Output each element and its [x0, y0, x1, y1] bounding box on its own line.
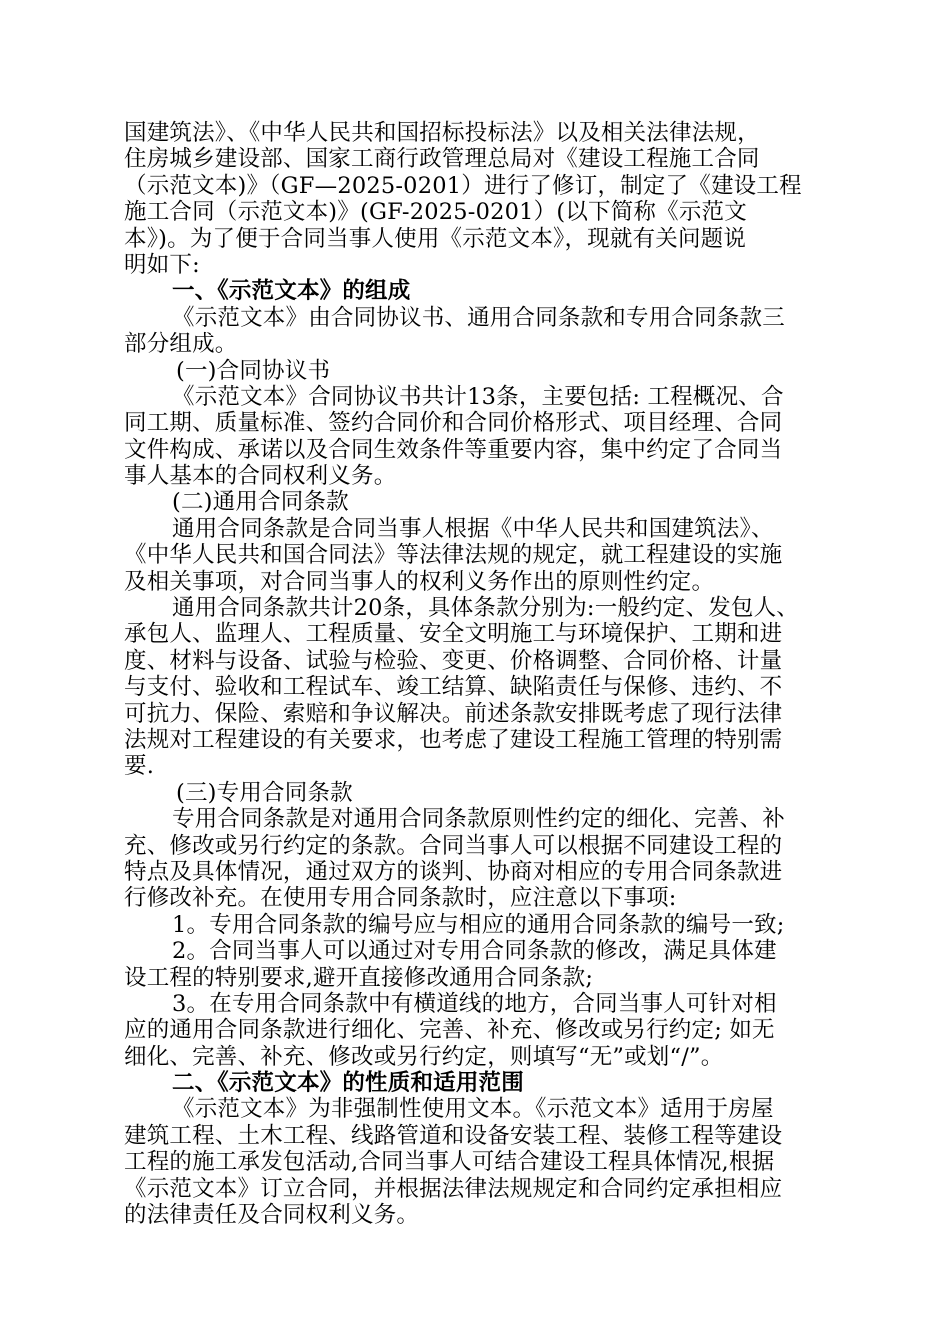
paragraph-line: 文件构成、承诺以及合同生效条件等重要内容，集中约定了合同当 [124, 436, 783, 463]
paragraph-line: 度、材料与设备、试验与检验、变更、价格调整、合同价格、计量 [124, 647, 783, 674]
paragraph-line: 明如下: [124, 251, 200, 278]
paragraph-line: 建筑工程、土木工程、线路管道和设备安装工程、装修工程等建设 [124, 1122, 783, 1149]
paragraph-line: (三)专用合同条款 [176, 779, 353, 806]
paragraph-line: 应的通用合同条款进行细化、完善、补充、修改或另行约定; 如无 [124, 1017, 775, 1044]
section-heading: 一、《示范文本》的组成 [172, 278, 411, 305]
paragraph-line: 3。在专用合同条款中有横道线的地方，合同当事人可针对相 [172, 990, 777, 1017]
paragraph-line: 专用合同条款是对通用合同条款原则性约定的细化、完善、补 [172, 806, 785, 833]
paragraph-line: (一)合同协议书 [176, 357, 331, 384]
paragraph-line: 工程的施工承发包活动,合同当事人可结合建设工程具体情况,根据 [124, 1149, 775, 1176]
paragraph-line: 《示范文本》合同协议书共计13条，主要包括: 工程概况、合 [172, 383, 784, 410]
paragraph-line: 《示范文本》为非强制性使用文本。《示范文本》适用于房屋 [172, 1096, 774, 1123]
paragraph-line: 充、修改或另行约定的条款。合同当事人可以根据不同建设工程的 [124, 832, 783, 859]
paragraph-line: 2。合同当事人可以通过对专用合同条款的修改，满足具体建 [172, 938, 777, 965]
paragraph-line: 国建筑法》、《中华人民共和国招标投标法》以及相关法律法规， [124, 120, 760, 146]
paragraph-line: 事人基本的合同权利义务。 [124, 463, 397, 490]
paragraph-line: 设工程的特别要求,避开直接修改通用合同条款; [124, 964, 594, 991]
paragraph-line: 承包人、监理人、工程质量、安全文明施工与环境保护、工期和进 [124, 621, 783, 648]
paragraph-line: 要. [124, 753, 155, 780]
paragraph-line: 特点及具体情况，通过双方的谈判、协商对相应的专用合同条款进 [124, 858, 783, 885]
paragraph-line: 行修改补充。在使用专用合同条款时，应注意以下事项: [124, 885, 677, 912]
paragraph-line: 《示范文本》订立合同，并根据法律法规规定和合同约定承担相应 [124, 1175, 783, 1202]
paragraph-line: 法规对工程建设的有关要求，也考虑了建设工程施工管理的特别需 [124, 726, 783, 753]
paragraph-line: 部分组成。 [124, 331, 238, 358]
paragraph-line: 《中华人民共和国合同法》等法律法规的规定，就工程建设的实施 [124, 542, 783, 569]
paragraph-line: 通用合同条款共计20条，具体条款分别为:一般约定、发包人、 [172, 595, 800, 622]
paragraph-line: 的法律责任及合同权利义务。 [124, 1202, 420, 1229]
paragraph-line: 与支付、验收和工程试车、竣工结算、缺陷责任与保修、违约、不 [124, 674, 783, 701]
paragraph-line: 及相关事项，对合同当事人的权利义务作出的原则性约定。 [124, 568, 715, 595]
paragraph-line: （示范文本)》（GF—2025-0201）进行了修订，制定了《建设工程 [124, 172, 802, 199]
paragraph-line: 1。专用合同条款的编号应与相应的通用合同条款的编号一致; [172, 911, 785, 938]
paragraph-line: 《示范文本》由合同协议书、通用合同条款和专用合同条款三 [172, 304, 785, 331]
section-heading: 二、《示范文本》的性质和适用范围 [172, 1070, 524, 1097]
paragraph-line: 通用合同条款是合同当事人根据《中华人民共和国建筑法》、 [172, 515, 774, 542]
document-page [124, 120, 830, 1228]
paragraph-line: 住房城乡建设部、国家工商行政管理总局对《建设工程施工合同 [124, 146, 760, 173]
paragraph-line: 同工期、质量标准、签约合同价和合同价格形式、项目经理、合同 [124, 410, 783, 437]
paragraph-line: 细化、完善、补充、修改或另行约定，则填写“无”或划“/”。 [124, 1043, 724, 1070]
paragraph-line: 可抗力、保险、索赔和争议解决。前述条款安排既考虑了现行法律 [124, 700, 783, 727]
paragraph-line: 本》)。为了便于合同当事人使用《示范文本》，现就有关问题说 [124, 225, 747, 252]
paragraph-line: (二)通用合同条款 [172, 489, 349, 516]
paragraph-line: 施工合同（示范文本)》(GF-2025-0201）(以下简称《示范文 [124, 199, 747, 226]
